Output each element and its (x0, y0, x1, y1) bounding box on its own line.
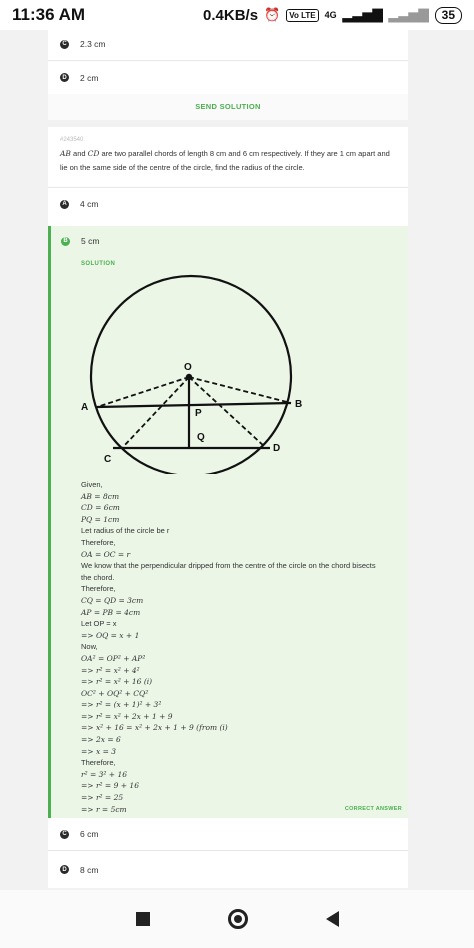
label-b: B (295, 399, 303, 410)
solution-line: => r² = x² + 4² (81, 665, 140, 675)
solution-line: r² = 3² + 16 (81, 769, 128, 779)
option-a[interactable] (48, 187, 408, 220)
option-text: 2.3 cm (80, 39, 106, 49)
option-text: 5 cm (81, 236, 100, 246)
solution-line: => x² + 16 = x² + 2x + 1 + 9 (from (i) (81, 723, 228, 733)
option-letter-badge: B (61, 237, 70, 246)
solution-line: the chord. (81, 572, 115, 582)
label-a: A (81, 402, 89, 413)
solution-line: CQ = QD = 3cm (81, 595, 144, 605)
signal-weak-icon: ▂▃▅▇ (388, 7, 429, 22)
question-text-part: cm apart and lie on the same side of the centre of the circle, find the radius of the circle. (60, 149, 390, 172)
option-letter-badge: C (60, 40, 69, 49)
solution-line: Therefore, (81, 758, 116, 768)
label-d: D (273, 443, 281, 454)
navigation-bar (0, 890, 474, 948)
status-bar (0, 0, 474, 30)
option-b[interactable] (51, 226, 408, 256)
back-triangle-icon[interactable] (326, 911, 339, 927)
solution-line: => x = 3 (81, 746, 117, 756)
label-c: C (104, 454, 112, 465)
label-p: P (195, 408, 202, 419)
option-letter-badge: D (60, 865, 69, 874)
status-time: 11:36 AM (12, 5, 86, 24)
question-text-part: cm respectively. If they are (246, 149, 340, 158)
math-num: 1 (339, 149, 344, 158)
math-num: 8 (209, 149, 215, 158)
centre-point (186, 374, 192, 380)
network-speed: 0.4KB/s (203, 6, 259, 24)
remaining-options-card (48, 818, 408, 888)
solution-line: Now, (81, 642, 98, 652)
solution-line: => r² = x² + 16 (i) (81, 677, 153, 687)
solution-line: CD = 6cm (81, 503, 120, 513)
solution-line: AB = 8cm (81, 491, 120, 501)
solution-line: Therefore, (81, 537, 116, 547)
solution-line: Let OP = x (81, 619, 117, 629)
question-text (48, 143, 408, 175)
question-card (48, 127, 408, 226)
question-id: #243540 (60, 137, 84, 143)
option-letter-badge: D (60, 73, 69, 82)
solution-line: Given, (81, 480, 103, 489)
battery-icon: 35 (435, 7, 462, 24)
home-circle-icon[interactable] (228, 909, 248, 929)
option-d[interactable] (48, 61, 408, 94)
circle-chord-diagram (73, 274, 313, 474)
solution-line: AP = PB = 4cm (81, 607, 141, 617)
solution-line: => OQ = x + 1 (81, 630, 140, 640)
option-text: 4 cm (80, 199, 99, 209)
network-type-label: 4G (324, 10, 337, 20)
option-c[interactable] (48, 818, 408, 851)
option-text: 8 cm (80, 864, 99, 875)
correct-answer-panel (48, 226, 408, 818)
label-o: O (184, 362, 192, 373)
option-text: 2 cm (80, 72, 99, 83)
solution-line: OC² + OQ² + CQ² (81, 688, 149, 698)
solution-line: OA² = OP² + AP² (81, 653, 146, 663)
chord-ab (97, 403, 291, 407)
solution-line: => r² = (x + 1)² + 3² (81, 700, 162, 710)
solution-line: OA = OC = r (81, 549, 131, 559)
math-num: 6 (242, 149, 247, 158)
alarm-icon: ⏰ (264, 7, 281, 22)
math-ab: AB (60, 149, 71, 158)
question-text-part: cm and (214, 149, 243, 158)
option-text: 6 cm (80, 829, 99, 839)
option-letter-badge: C (60, 830, 69, 839)
solution-label: SOLUTION (81, 261, 116, 267)
solution-line: Therefore, (81, 584, 116, 594)
send-solution-button[interactable]: SEND SOLUTION (48, 94, 408, 120)
solution-line: => 2x = 6 (81, 735, 121, 745)
solution-line: PQ = 1cm (81, 514, 120, 524)
solution-steps (81, 479, 401, 815)
question-text-part: and (70, 149, 88, 158)
home-dot (234, 915, 242, 923)
solution-line: => r² = x² + 2x + 1 + 9 (81, 711, 173, 721)
option-c[interactable] (48, 28, 408, 61)
math-cd: CD (87, 149, 100, 158)
solution-line: => r² = 9 + 16 (81, 781, 139, 791)
option-letter-badge: A (60, 200, 69, 209)
square-icon[interactable] (136, 912, 150, 926)
label-q: Q (197, 432, 205, 443)
option-d[interactable] (48, 851, 408, 888)
solution-line: We know that the perpendicular dripped from the centre of the circle on the chord bisects (81, 561, 376, 571)
signal-icon: ▂▃▅▇ (342, 7, 383, 22)
status-icons (203, 7, 462, 24)
solution-line: => r² = 25 (81, 793, 124, 803)
previous-question-card (48, 28, 408, 120)
question-text-part: are two parallel chords of length (99, 149, 210, 158)
solution-line: Let radius of the circle be r (81, 526, 170, 536)
solution-line: => r = 5cm (81, 804, 127, 814)
volte-icon: Vo LTE (286, 9, 318, 22)
correct-answer-label: CORRECT ANSWER (344, 806, 402, 812)
